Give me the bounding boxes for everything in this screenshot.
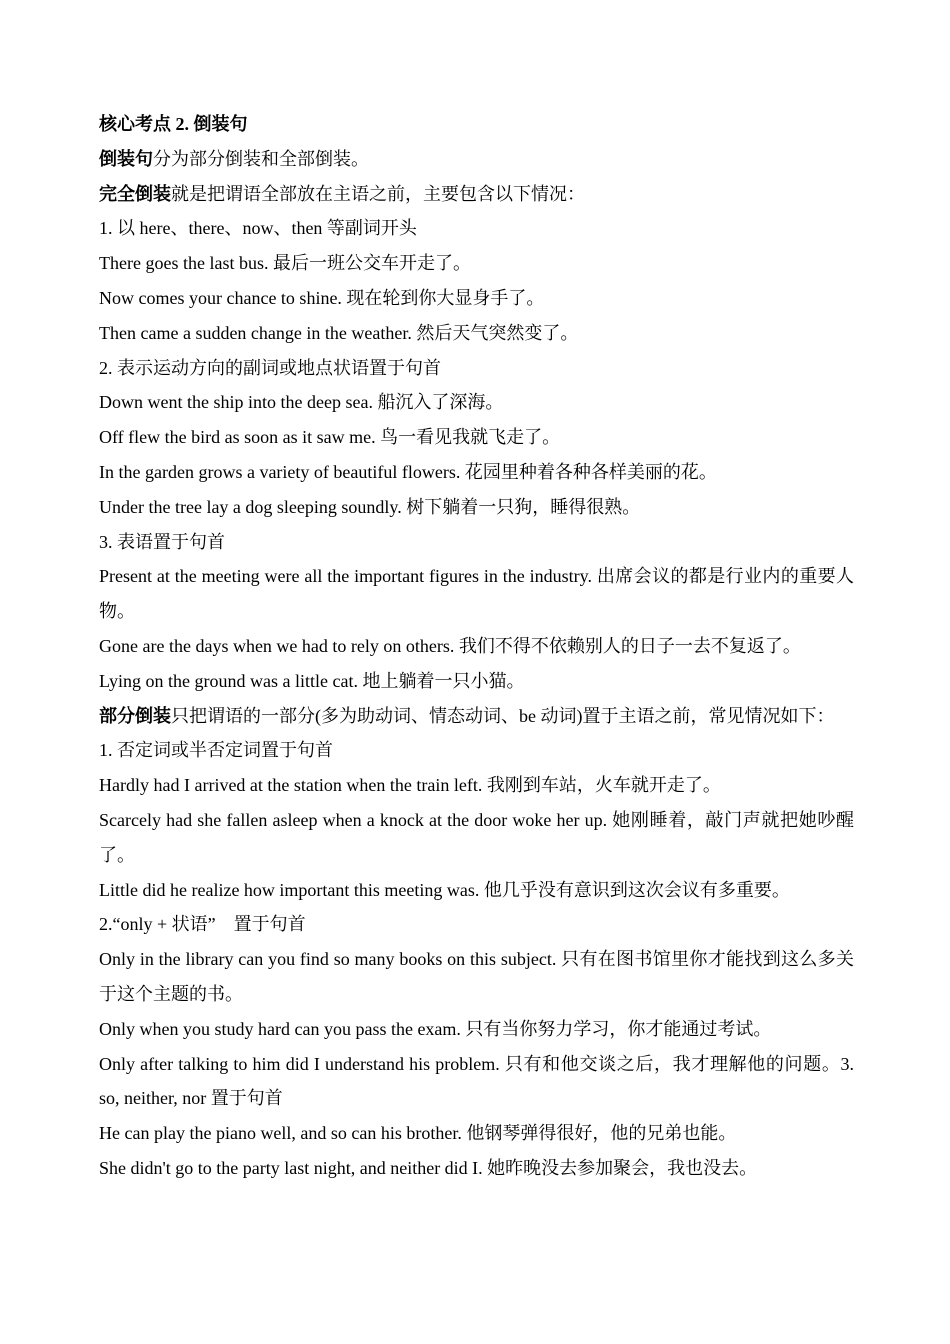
partial-inversion-text: 只把谓语的一部分(多为助动词、情态动词、be 动词)置于主语之前，常见情况如下： (171, 705, 835, 726)
example-sentence: There goes the last bus. 最后一班公交车开走了。 (99, 253, 471, 274)
example-sentence: Under the tree lay a dog sleeping soundly. 树下躺着一只狗，睡得很熟。 (99, 496, 641, 517)
section-heading: 核心考点 2. 倒装句 (99, 114, 248, 134)
full-rule-3-title: 3. 表语置于句首 (99, 531, 225, 552)
example-sentence: Only when you study hard can you pass the exam. 只有当你努力学习，你才能通过考试。 (99, 1018, 772, 1039)
intro-paragraph (99, 142, 854, 177)
example-sentence: Scarcely had she fallen asleep when a knock at the door woke her up. 她刚睡着，敲门声就把她吵醒了。 (99, 809, 854, 865)
example-sentence: He can play the piano well, and so can his brother. 他钢琴弹得很好，他的兄弟也能。 (99, 1123, 737, 1144)
full-rule-2-title: 2. 表示运动方向的副词或地点状语置于句首 (99, 357, 441, 378)
example-sentence: Little did he realize how important this meeting was. 他几乎没有意识到这次会议有多重要。 (99, 879, 790, 900)
example-sentence: Lying on the ground was a little cat. 地上躺着一只小猫。 (99, 670, 525, 691)
example-sentence: She didn't go to the party last night, and neither did I. 她昨晚没去参加聚会，我也没去。 (99, 1157, 758, 1178)
document-body (99, 107, 854, 1186)
full-inversion-term: 完全倒装 (99, 183, 171, 204)
example-sentence: In the garden grows a variety of beautiful flowers. 花园里种着各种各样美丽的花。 (99, 461, 717, 482)
partial-rule-1-title: 1. 否定词或半否定词置于句首 (99, 740, 333, 761)
example-sentence: Gone are the days when we had to rely on others. 我们不得不依赖别人的日子一去不复返了。 (99, 635, 801, 656)
example-sentence: Only after talking to him did I understand his problem. 只有和他交谈之后，我才理解他的问题。3. so, neither, nor 置于句首 (99, 1053, 854, 1109)
partial-inversion-term: 部分倒装 (99, 705, 171, 726)
full-inversion-paragraph (99, 177, 854, 212)
example-sentence: Off flew the bird as soon as it saw me. 鸟一看见我就飞走了。 (99, 427, 561, 448)
example-sentence: Now comes your chance to shine. 现在轮到你大显身手了。 (99, 287, 545, 308)
full-rule-1-title: 1. 以 here、there、now、then 等副词开头 (99, 218, 417, 239)
full-inversion-text: 就是把谓语全部放在主语之前，主要包含以下情况： (171, 183, 585, 204)
partial-inversion-paragraph (99, 699, 854, 734)
intro-term: 倒装句 (99, 148, 153, 169)
example-sentence: Then came a sudden change in the weather. 然后天气突然变了。 (99, 322, 579, 343)
example-sentence: Down went the ship into the deep sea. 船沉入了深海。 (99, 392, 504, 413)
example-sentence: Present at the meeting were all the important figures in the industry. 出席会议的都是行业内的重要人物。 (99, 566, 854, 622)
intro-text: 分为部分倒装和全部倒装。 (153, 148, 369, 169)
example-sentence: Hardly had I arrived at the station when the train left. 我刚到车站，火车就开走了。 (99, 775, 721, 796)
example-sentence: Only in the library can you find so many books on this subject. 只有在图书馆里你才能找到这么多关于这个主题的书。 (99, 949, 854, 1004)
partial-rule-2-title: 2.“only + 状语” 置于句首 (99, 914, 306, 935)
